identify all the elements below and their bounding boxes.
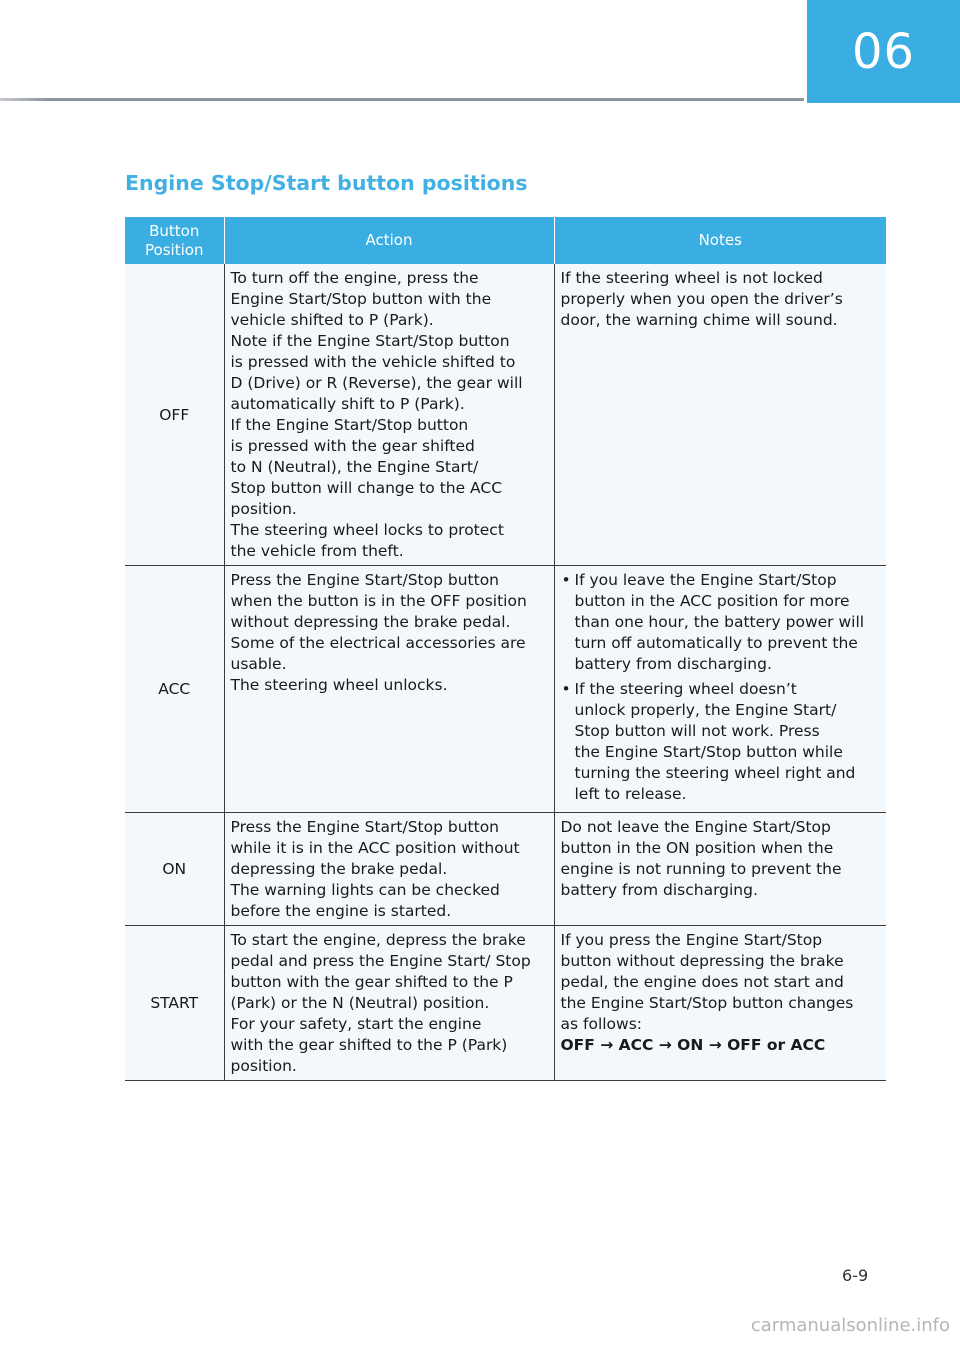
- header-button-position: [125, 217, 224, 264]
- action-acc: [224, 566, 554, 813]
- text-line: position.: [230, 1057, 297, 1075]
- text-line: properly when you open the driver’s: [560, 290, 843, 308]
- table-row-start: [125, 926, 886, 1081]
- position-on: ON: [125, 813, 224, 926]
- text-line: usable.: [230, 655, 287, 673]
- text-line: Do not leave the Engine Start/Stop: [560, 818, 831, 836]
- text-line: button without depressing the brake: [560, 952, 844, 970]
- notes-start: [554, 926, 886, 1081]
- chapter-tab: [807, 0, 960, 103]
- text-line: To start the engine, depress the brake: [230, 931, 526, 949]
- position-acc: ACC: [125, 566, 224, 813]
- page-number: 6-9: [842, 1266, 869, 1285]
- text-line: The steering wheel locks to protect: [230, 521, 504, 539]
- text-line: depressing the brake pedal.: [230, 860, 448, 878]
- text-line: For your safety, start the engine: [230, 1015, 482, 1033]
- text-line: If the steering wheel is not locked: [560, 269, 823, 287]
- text-line: to N (Neutral), the Engine Start/: [230, 458, 479, 476]
- text-line: when the button is in the OFF position: [230, 592, 527, 610]
- header-notes: Notes: [554, 217, 886, 264]
- text-line: turning the steering wheel right and: [574, 764, 856, 782]
- position-off: OFF: [125, 264, 224, 566]
- text-line: position.: [230, 500, 297, 518]
- text-line: Stop button will not work. Press: [574, 722, 820, 740]
- notes-off: [554, 264, 886, 566]
- section-title: Engine Stop/Start button positions: [125, 171, 528, 195]
- text-line: the vehicle from theft.: [230, 542, 404, 560]
- notes-start-text: [561, 930, 881, 1035]
- header-line: Button: [149, 221, 200, 240]
- text-line: To turn off the engine, press the: [230, 269, 479, 287]
- text-line: as follows:: [560, 1015, 643, 1033]
- text-line: button in the ACC position for more: [574, 592, 850, 610]
- action-on: [224, 813, 554, 926]
- text-line: button with the gear shifted to the P: [230, 973, 513, 991]
- text-line: button in the ON position when the: [560, 839, 834, 857]
- text-line: than one hour, the battery power will: [574, 613, 865, 631]
- action-off: [224, 264, 554, 566]
- text-line: D (Drive) or R (Reverse), the gear will: [230, 374, 523, 392]
- text-line: while it is in the ACC position without: [230, 839, 520, 857]
- text-line: engine is not running to prevent the: [560, 860, 842, 878]
- list-item: [561, 679, 881, 805]
- header-line: Position: [145, 240, 204, 259]
- notes-acc-list: [561, 570, 881, 805]
- text-line: If the Engine Start/Stop button: [230, 416, 469, 434]
- text-line: Stop button will change to the ACC: [230, 479, 503, 497]
- text-line: • If you leave the Engine Start/Stop: [574, 571, 837, 589]
- text-line: the Engine Start/Stop button while: [574, 743, 843, 761]
- text-line: vehicle shifted to P (Park).: [230, 311, 434, 329]
- text-line: Some of the electrical accessories are: [230, 634, 526, 652]
- notes-acc: [554, 566, 886, 813]
- header-action: Action: [224, 217, 554, 264]
- text-line: is pressed with the vehicle shifted to: [230, 353, 516, 371]
- watermark: carmanualsonline.info: [750, 1315, 950, 1336]
- text-line: unlock properly, the Engine Start/: [574, 701, 837, 719]
- text-line: the Engine Start/Stop button changes: [560, 994, 854, 1012]
- text-line: The steering wheel unlocks.: [230, 676, 448, 694]
- text-line: Note if the Engine Start/Stop button: [230, 332, 510, 350]
- text-line: without depressing the brake pedal.: [230, 613, 511, 631]
- header-rule: [0, 98, 804, 101]
- position-start: START: [125, 926, 224, 1081]
- text-line: (Park) or the N (Neutral) position.: [230, 994, 490, 1012]
- text-line: Press the Engine Start/Stop button: [230, 571, 500, 589]
- text-line: left to release.: [574, 785, 687, 803]
- text-line: battery from discharging.: [560, 881, 758, 899]
- text-line: The warning lights can be checked: [230, 881, 500, 899]
- text-line: If you press the Engine Start/Stop: [560, 931, 823, 949]
- text-line: pedal, the engine does not start and: [560, 973, 844, 991]
- list-item: [561, 570, 881, 675]
- action-start: [224, 926, 554, 1081]
- table-row-acc: [125, 566, 886, 813]
- text-line: • If the steering wheel doesn’t: [574, 680, 797, 698]
- text-line: Engine Start/Stop button with the: [230, 290, 492, 308]
- text-line: Press the Engine Start/Stop button: [230, 818, 500, 836]
- header-button-position-label: [131, 222, 218, 260]
- button-positions-table: [125, 217, 886, 1081]
- text-line: automatically shift to P (Park).: [230, 395, 465, 413]
- table-header-row: [125, 217, 886, 264]
- table-row-off: [125, 264, 886, 566]
- text-line: pedal and press the Engine Start/ Stop: [230, 952, 531, 970]
- text-line: is pressed with the gear shifted: [230, 437, 475, 455]
- notes-on: [554, 813, 886, 926]
- text-line: with the gear shifted to the P (Park): [230, 1036, 508, 1054]
- position-sequence: OFF → ACC → ON → OFF or ACC: [560, 1036, 826, 1054]
- chapter-number: 06: [851, 23, 916, 80]
- text-line: door, the warning chime will sound.: [560, 311, 838, 329]
- text-line: before the engine is started.: [230, 902, 452, 920]
- text-line: turn off automatically to prevent the: [574, 634, 858, 652]
- text-line: battery from discharging.: [574, 655, 772, 673]
- table-row-on: [125, 813, 886, 926]
